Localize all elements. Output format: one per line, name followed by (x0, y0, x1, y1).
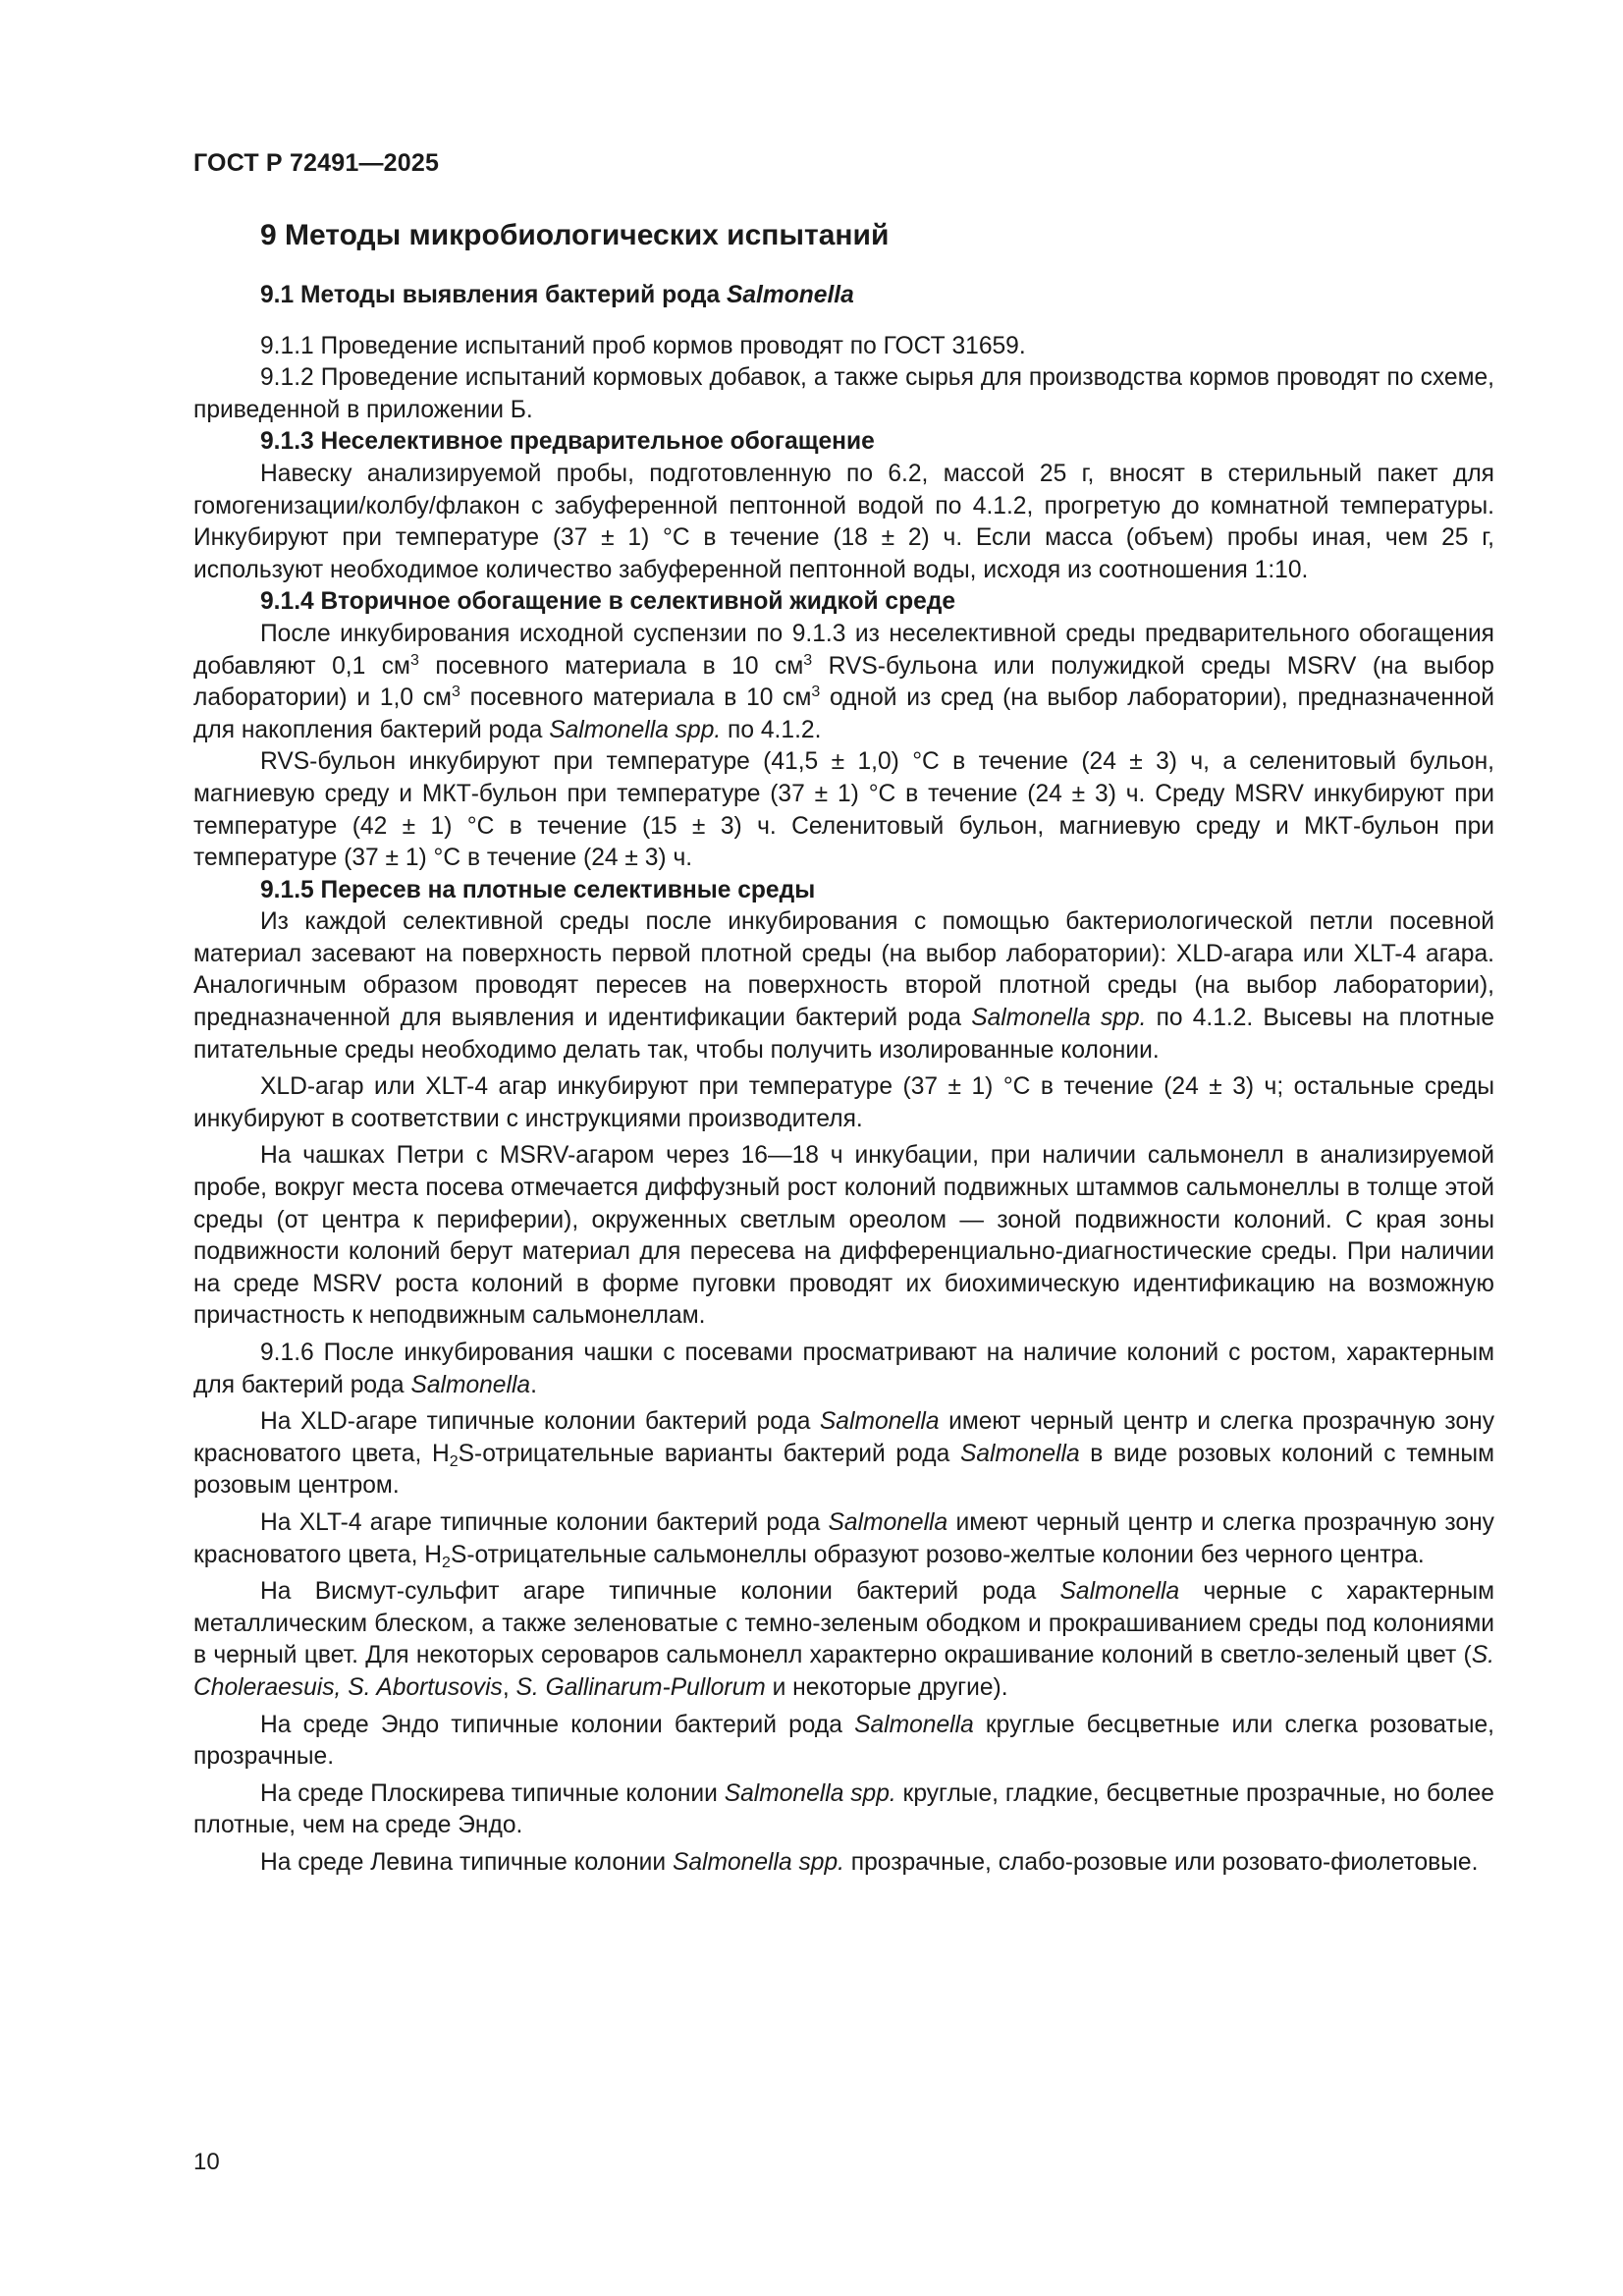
text-run: На Висмут-сульфит агаре типичные колонии бактерий рода (260, 1578, 1060, 1606)
text-run: в виде розовых колоний с темным розовым центром. (193, 1440, 1494, 1500)
italic-run: Salmonella (410, 1371, 531, 1398)
paragraph-ploskirev-medium (193, 1778, 1494, 1842)
paragraph-9-1-6 (193, 1338, 1494, 1401)
section-title: 9 Методы микробиологических испытаний (260, 219, 890, 251)
text-run: посевного материала в 10 см (418, 652, 804, 680)
italic-run: Salmonella (819, 1408, 940, 1436)
subsection-title (260, 280, 1494, 312)
italic-run: S. Gallinarum-Pullorum (515, 1673, 766, 1701)
text-run: круглые бесцветные или слегка розоватые, прозрачные. (193, 1711, 1495, 1771)
text-run: посевного материала в 10 см (460, 684, 812, 712)
paragraph-bismuth-sulfite-agar (193, 1576, 1494, 1704)
text-run: S-отрицательные сальмонеллы образуют розово-желтые колонии без черного центра. (450, 1541, 1425, 1568)
text-run: и некоторые другие). (765, 1673, 1008, 1701)
text-run: имеют черный центр и слегка прозрачную зону красноватого цвета, H (193, 1508, 1494, 1568)
text-run: Из каждой селективной среды после инкубирования с помощью бактериологической петли посевной материал засевают на поверхность первой плотной среды (на выбор лаборатории): XLD-агара или XLT-4 агара. Аналогичным образом проводят пересев на поверхность второй плотной среды (на выбор лаборатории), предназначенной для выявления и идентификации бактерий рода (193, 908, 1494, 1032)
subscript: 2 (442, 1554, 451, 1571)
superscript: 3 (451, 683, 460, 701)
italic-run: Salmonella (828, 1508, 948, 1536)
paragraph-msrv-plates: На чашках Петри с MSRV-агаром через 16—18 ч инкубации, при наличии сальмонелл в анализируемой пробе, вокруг места посева отмечается диффузный рост колоний подвижных штаммов сальмонеллы в толще этой среды (от центра к периферии), окруженных светлым ореолом — зоной подвижности колоний. С края зоны подвижности колоний берут материал для пересева на дифференциально-диагностические среды. При наличии на среде MSRV роста колоний в форме пуговки проводят их биохимическую идентификацию на возможную причастность к неподвижным сальмонеллам. (193, 1142, 1494, 1330)
italic-run: Salmonella (854, 1711, 974, 1738)
superscript: 3 (409, 651, 419, 669)
superscript: 3 (803, 651, 813, 669)
text-run: RVS-бульона или полужидкой среды MSRV (на выбор лаборатории) и 1,0 см (193, 652, 1494, 712)
italic-run: S. Choleraesuis, S. Abortusovis (193, 1642, 1494, 1701)
italic-run: Salmonella (959, 1440, 1080, 1467)
subsection-title-italic: Salmonella (726, 282, 854, 308)
heading-9-1-4: 9.1.4 Вторичное обогащение в селективной жидкой среде (260, 588, 956, 616)
paragraph-9-1-1: 9.1.1 Проведение испытаний проб кормов проводят по ГОСТ 31659. (260, 332, 1026, 359)
standard-code-header: ГОСТ Р 72491—2025 (193, 149, 440, 177)
text-run: черные с характерным металлическим блеском, а также зеленоватые с темно-зеленым ободком и прокрашиванием среды под колониями в черный цвет. Для некоторых сероваров сальмонелл характерно окрашивание колоний в светло-зеленый цвет ( (193, 1578, 1494, 1669)
text-run: На среде Эндо типичные колонии бактерий рода (260, 1711, 855, 1738)
text-run: по 4.1.2. (721, 716, 822, 743)
text-run: 9.1.6 После инкубирования чашки с посевами просматривают на наличие колоний с ростом, характерным для бактерий рода (193, 1339, 1494, 1398)
paragraph-9-1-5-body (193, 906, 1494, 1066)
text-run: На XLD-агаре типичные колонии бактерий рода (260, 1408, 820, 1436)
text-run: по 4.1.2. Высевы на плотные питательные среды необходимо делать так, чтобы получить изолированные колонии. (193, 1005, 1494, 1064)
paragraph-9-1-2: 9.1.2 Проведение испытаний кормовых добавок, а также сырья для производства кормов проводят по схеме, приведенной в приложении Б. (193, 364, 1494, 423)
text-run: На среде Плоскирева типичные колонии (260, 1779, 725, 1807)
text-run: , (502, 1673, 516, 1701)
paragraph-xlt4-agar (193, 1507, 1494, 1571)
heading-9-1-3: 9.1.3 Неселективное предварительное обогащение (260, 428, 875, 456)
text-run: На среде Левина типичные колонии (260, 1848, 673, 1876)
text-run: На XLT-4 агаре типичные колонии бактерий рода (260, 1508, 829, 1536)
superscript: 3 (811, 683, 821, 701)
text-run: круглые, гладкие, бесцветные прозрачные, но более плотные, чем на среде Эндо. (193, 1779, 1494, 1839)
text-run: имеют черный центр и слегка прозрачную зону красноватого цвета, H (193, 1408, 1494, 1467)
paragraph-levine-medium (193, 1847, 1494, 1880)
italic-run: Salmonella spp. (549, 716, 722, 743)
paragraph-xld-agar (193, 1406, 1494, 1503)
paragraph-endo-medium (193, 1710, 1494, 1774)
text-run: прозрачные, слабо-розовые или розовато-фиолетовые. (843, 1848, 1479, 1876)
subscript: 2 (449, 1452, 459, 1470)
page-body (193, 218, 1494, 1880)
paragraph-9-1-4-body (193, 619, 1494, 746)
italic-run: Salmonella spp. (724, 1779, 896, 1807)
italic-run: Salmonella spp. (971, 1005, 1147, 1032)
text-run: . (530, 1371, 537, 1398)
text-run: После инкубирования исходной суспензии по 9.1.3 из неселективной среды предварительного обогащения добавляют 0,1 см (193, 620, 1494, 680)
italic-run: Salmonella spp. (672, 1848, 844, 1876)
subsection-title-text: 9.1 Методы выявления бактерий рода (260, 282, 727, 308)
paragraph-9-1-3-body: Навеску анализируемой пробы, подготовленную по 6.2, массой 25 г, вносят в стерильный пакет для гомогенизации/колбу/флакон с забуференной пептонной водой по 4.1.2, прогретую до комнатной температуры. Инкубируют при температуре (37 ± 1) °С в течение (18 ± 2) ч. Если масса (объем) пробы иная, чем 25 г, используют необходимое количество забуференной пептонной воды, исходя из соотношения 1:10. (193, 460, 1494, 583)
page-number: 10 (193, 2149, 220, 2175)
italic-run: Salmonella (1059, 1578, 1180, 1606)
text-run: S-отрицательные варианты бактерий рода (458, 1440, 960, 1467)
heading-9-1-5: 9.1.5 Пересев на плотные селективные среды (260, 876, 816, 903)
paragraph-xld-incubation: XLD-агар или XLT-4 агар инкубируют при температуре (37 ± 1) °С в течение (24 ± 3) ч; остальные среды инкубируют в соответствии с инструкциями производителя. (193, 1073, 1494, 1132)
text-run: одной из сред (на выбор лаборатории), предназначенной для накопления бактерий рода (193, 684, 1494, 743)
paragraph-incubation-conditions: RVS-бульон инкубируют при температуре (41,5 ± 1,0) °С в течение (24 ± 3) ч, а селенитовый бульон, магниевую среду и МКТ-бульон при температуре (37 ± 1) °С в течение (24 ± 3) ч. Среду MSRV инкубируют при температуре (42 ± 1) °С в течение (15 ± 3) ч. Селенитовый бульон, магниевую среду и МКТ-бульон при температуре (37 ± 1) °С в течение (24 ± 3) ч. (193, 748, 1494, 872)
